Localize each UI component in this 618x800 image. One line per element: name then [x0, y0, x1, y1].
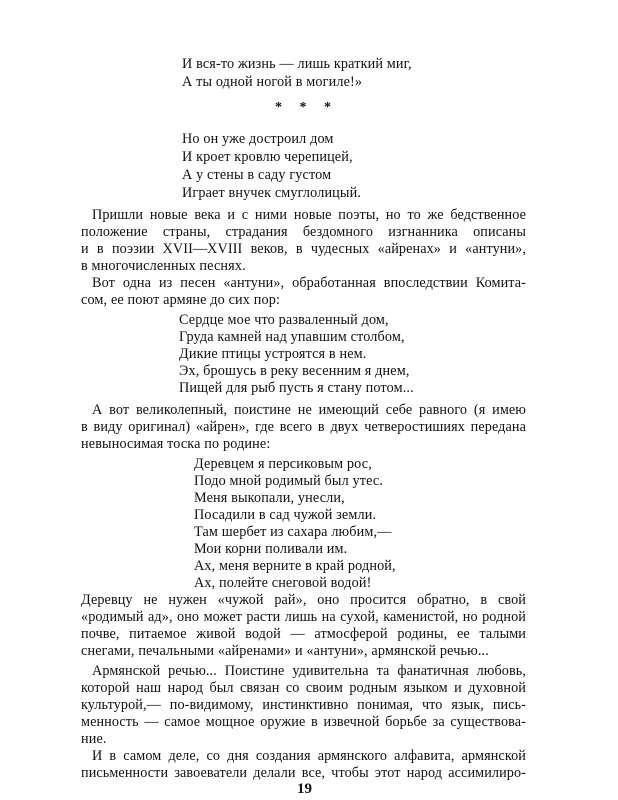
para4-line-4: снегами, печальными «айренами» и «антуни», армянской речью... [81, 643, 489, 659]
para5-line-4: менность — самое мощное оружие в извечной борьбе за существова- [81, 714, 526, 730]
para1-line-2: положение страны, страдания бездомного изгнанника описаны [81, 224, 526, 240]
poem3-line-5: Пищей для рыб пусть я стану потом... [179, 380, 414, 396]
para4-line-1: Деревцу не нужен «чужой рай», оно просится обратно, в свой [81, 592, 526, 608]
poem2-line-1: Но он уже достроил дом [182, 131, 334, 147]
poem3-line-3: Дикие птицы устроятся в нем. [179, 346, 367, 362]
poem4-line-7: Ах, меня верните в край родной, [194, 558, 396, 574]
poem2-line-2: И кроет кровлю черепицей, [182, 149, 353, 165]
para3-line-1: А вот великолепный, поистине не имеющий себе равного (я имею [92, 402, 526, 418]
poem4-line-5: Там шербет из сахара любим,— [194, 524, 392, 540]
para2-line-2: сом, ее поют армяне до сих пор: [81, 292, 281, 308]
para5-line-3: культурой,— по-видимому, инстинктивно понимая, что язык, пись- [81, 697, 526, 713]
para1-line-1: Пришли новые века и с ними новые поэты, но то же бедственное [92, 207, 526, 223]
poem3-line-4: Эх, брошусь в реку весенним я днем, [179, 363, 410, 379]
poem4-line-1: Деревцем я персиковым рос, [194, 456, 372, 472]
poem4-line-4: Посадили в сад чужой земли. [194, 507, 377, 523]
poem3-line-2: Груда камней над упавшим столбом, [179, 329, 405, 345]
poem3-line-1: Сердце мое что разваленный дом, [179, 312, 389, 328]
poem4-line-6: Мои корни поливали им. [194, 541, 348, 557]
para4-line-2: «родимый ад», оно может расти лишь на сухой, каменистой, но родной [81, 609, 526, 625]
poem1-line-1: И вся-то жизнь — лишь краткий миг, [182, 56, 412, 72]
poem2-line-4: Играет внучек смуглолицый. [182, 185, 362, 201]
para3-line-3: невыносимая тоска по родине: [81, 436, 271, 452]
page-number: 19 [297, 781, 312, 797]
poem4-line-2: Подо мной родимый был утес. [194, 473, 384, 489]
para1-line-4: в многочисленных песнях. [81, 258, 246, 274]
para2-line-1: Вот одна из песен «антуни», обработанная впоследствии Комита- [92, 275, 526, 291]
para4-line-3: почве, питаемое живой водой — атмосферой родины, ее талыми [81, 626, 526, 642]
para1-line-3: и в поэзии XVII—XVIII веков, в чудесных «айренах» и «антуни», [81, 241, 526, 257]
para6-line-2: письменности завоеватели делали все, чтобы этот народ ассимилиро- [81, 765, 526, 781]
poem4-line-3: Меня выкопали, унесли, [194, 490, 345, 506]
poem4-line-8: Ах, полейте снеговой водой! [194, 575, 372, 591]
stanza-separator: * * * [275, 100, 338, 115]
para6-line-1: И в самом деле, со дня создания армянского алфавита, армянской [92, 748, 526, 764]
para3-line-2: в виду оригинал) «айрен», где всего в двух четверостишиях передана [81, 419, 526, 435]
poem1-line-2: А ты одной ногой в могиле!» [182, 74, 363, 90]
poem2-line-3: А у стены в саду густом [182, 167, 332, 183]
para5-line-2: которой наш народ был связан со своим родным языком и духовной [81, 680, 526, 696]
para5-line-1: Армянской речью... Поистине удивительна та фанатичная любовь, [92, 663, 526, 679]
para5-line-5: ние. [81, 731, 107, 747]
